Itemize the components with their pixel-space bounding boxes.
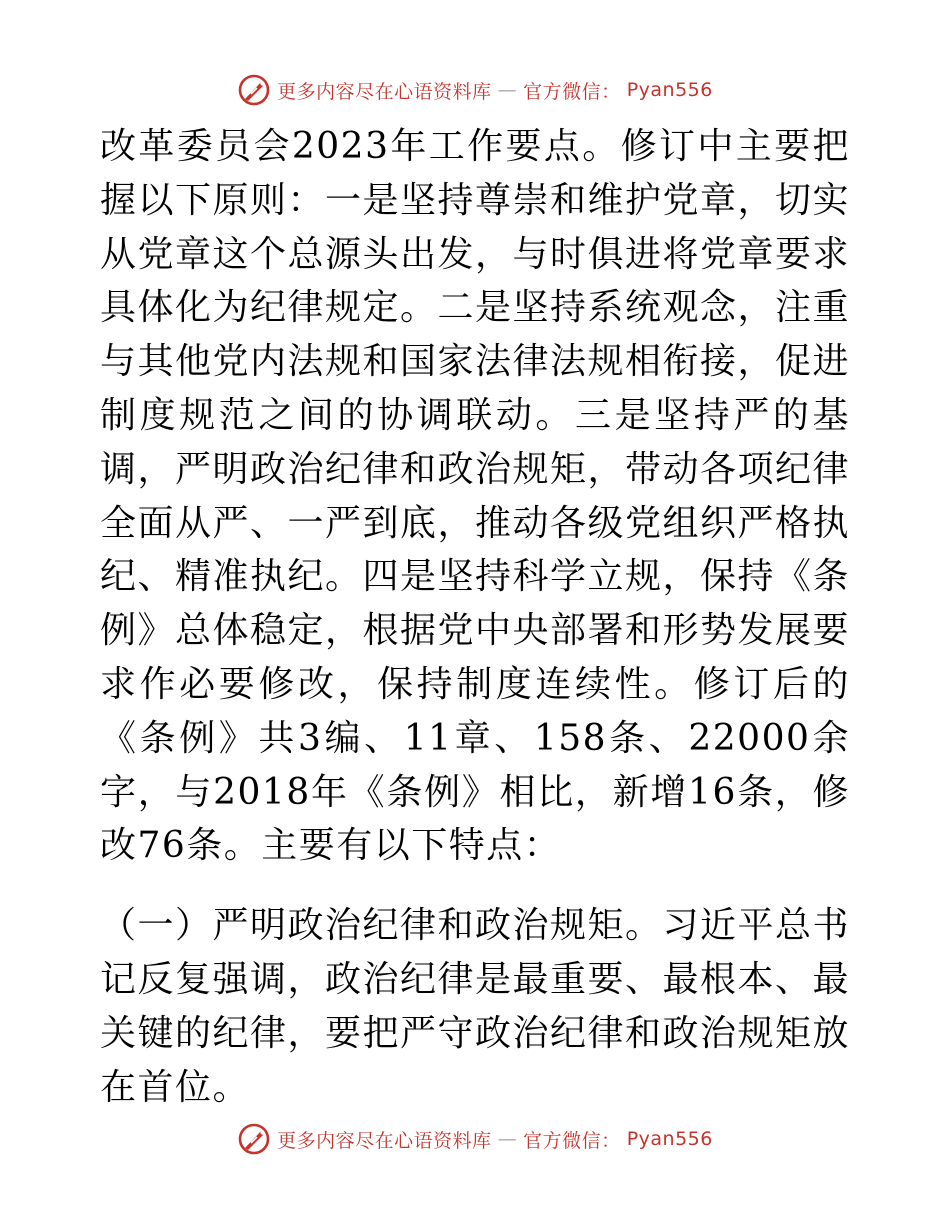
watermark-official-label: 官方微信： xyxy=(523,80,621,103)
document-body xyxy=(100,120,850,1114)
watermark-main-text: 更多内容尽在心语资料库 xyxy=(277,1129,492,1152)
paragraph-section-heading: （一）严明政治纪律和政治规矩。习近平总书记反复强调，政治纪律是最重要、最根本、最关键的纪律，要把严守政治纪律和政治规矩放在首位。 xyxy=(100,905,851,1108)
watermark-official-label: 官方微信： xyxy=(523,1129,621,1152)
watermark-wechat-id: Pyan556 xyxy=(626,1128,713,1150)
watermark-wechat-id: Pyan556 xyxy=(626,79,713,101)
header-watermark xyxy=(0,70,950,110)
watermark-main-text: 更多内容尽在心语资料库 xyxy=(277,80,492,103)
paragraph: 改革委员会2023年工作要点。修订中主要把握以下原则：一是坚持尊崇和维护党章，切实从党章这个总源头出发，与时俱进将党章要求具体化为纪律规定。二是坚持系统观念，注重与其他党内法规和国家法律法规相衔接，促进制度规范之间的协调联动。三是坚持严的基调，严明政治纪律和政治规矩，带动各项纪律全面从严、一严到底，推动各级党组织严格执纪、精准执纪。四是坚持科学立规，保持《条例》总体稳定，根据党中央部署和形势发展要求作必要修改，保持制度连续性。修订后的《条例》共3编、11章、158条、22000余字，与2018年《条例》相比，新增16条，修改76条。主要有以下特点： xyxy=(100,126,851,867)
footer-watermark xyxy=(0,1119,950,1159)
watermark-dash: — xyxy=(497,79,518,101)
feather-pen-circle-icon xyxy=(237,73,271,107)
watermark-dash: — xyxy=(497,1128,518,1150)
feather-pen-circle-icon xyxy=(237,1122,271,1156)
